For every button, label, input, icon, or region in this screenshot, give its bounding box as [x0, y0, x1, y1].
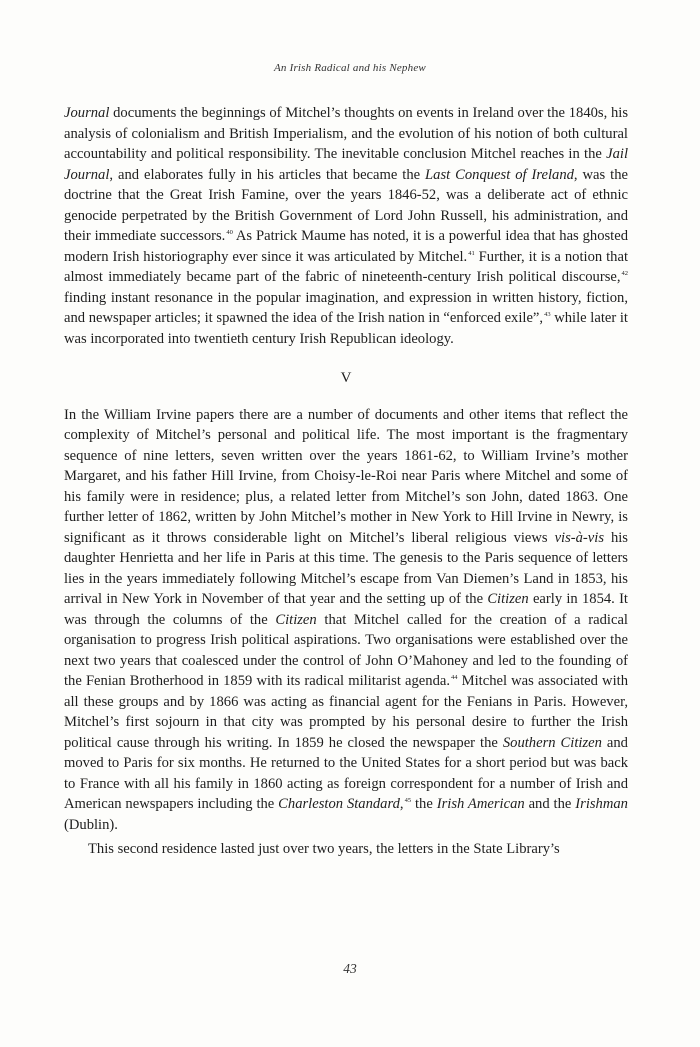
page-number: 43: [343, 961, 357, 976]
footnote-marker: 43: [544, 311, 551, 318]
italic-title: Last Conquest of Ireland: [425, 166, 574, 183]
paragraph-jail-journal: [64, 103, 628, 349]
running-header: An Irish Radical and his Nephew: [274, 62, 426, 74]
footnote-marker: 42: [621, 270, 628, 277]
italic-title: Irishman: [575, 796, 628, 812]
italic-title: Jail Journal: [64, 146, 628, 183]
italic-title: vis-à-vis: [554, 529, 605, 546]
text-run: Further, it is a notion that almost immediately became part of the fabric of nineteenth-century Irish political discourse,: [64, 248, 629, 285]
italic-title: Irish American: [436, 796, 525, 812]
text-run: (Dublin).: [64, 816, 118, 833]
italic-title: Charleston Standard: [278, 796, 400, 812]
text-run: , was the doctrine that the Great Irish Famine, over the years 1846-52, was a deliberate act of ethnic genocide perpetrated by the British Government of Lord John Russell, his administration, and their immediate successors.: [64, 166, 628, 244]
text-run: ,: [399, 796, 404, 812]
text-run: the: [411, 796, 437, 812]
section-heading: V: [340, 370, 352, 386]
footnote-marker: 44: [451, 674, 458, 681]
text-run: , and elaborates fully in his articles that became the: [109, 166, 426, 183]
text-run: his daughter Henrietta and her life in Paris at this time. The genesis to the Paris sequence of letters lies in the years immediately following Mitchel’s escape from Van Diemen’s Land in 1853, his arrival in New York in November of that year and the setting up of the: [64, 529, 628, 607]
text-run: documents the beginnings of Mitchel’s thoughts on events in Ireland over the 1840s, his analysis of colonialism and British Imperialism, and the evolution of his notion of both cultural accountability and political responsibility. The inevitable conclusion Mitchel reaches in the: [64, 105, 628, 162]
text-run: As Patrick Maume has noted, it is a powerful idea that has ghosted modern Irish historiography ever since it was articulated by Mitchel.: [64, 228, 628, 265]
text-run: early in 1854. It was through the columns of the: [64, 591, 628, 628]
footnote-marker: 45: [404, 797, 412, 804]
text-run: This second residence lasted just over two years, the letters in the State Library’s: [88, 841, 560, 857]
paragraph-second-residence: [64, 839, 628, 860]
text-run: Mitchel was associated with all these groups and by 1866 was acting as financial agent for the Fenians in Paris. However, Mitchel’s first sojourn in that city was prompted by his personal desire to further the Irish political cause through his writing. In 1859 he closed the newspaper the: [64, 673, 628, 751]
footnote-marker: 41: [468, 249, 475, 257]
italic-title: Citizen: [487, 591, 529, 607]
italic-title: Citizen: [275, 611, 317, 628]
text-run: and the: [524, 796, 576, 812]
text-run: while later it was incorporated into twentieth century Irish Republican ideology.: [64, 310, 628, 347]
text-run: In the William Irvine papers there are a number of documents and other items that reflect the complexity of Mitchel’s personal and political life. The most important is the fragmentary sequence of nine letters, seven written over the years 1861-62, to William Irvine’s mother Margaret, and his father Hill Irvine, from Choisy-le-Roi near Paris where Mitchel and some of his family were in residence; plus, a related letter from Mitchel’s son John, dated 1863. One further letter of 1862, written by John Mitchel’s mother in New York to Hill Irvine in Newry, is significant as it throws considerable light on Mitchel’s liberal religious views: [64, 406, 628, 546]
text-run: and moved to Paris for six months. He returned to the United States for a short period but was back to France with all his family in 1860 acting as foreign correspondent for a number of Irish and American newspapers including the: [64, 734, 628, 812]
italic-title: Southern Citizen: [502, 734, 602, 751]
italic-title: Journal: [64, 105, 110, 121]
text-run: finding instant resonance in the popular imagination, and expression in written history, fiction, and newspaper articles; it spawned the idea of the Irish nation in “enforced exile”,: [64, 289, 628, 326]
text-run: that Mitchel called for the creation of a radical organisation to progress Irish political aspirations. Two organisations were established over the next two years that coalesced under the control of John O’Mahoney and led to the founding of the Fenian Brotherhood in 1859 with its radical militarist agenda.: [64, 611, 628, 689]
paragraph-william-irvine-papers: [64, 405, 628, 836]
body-text: [64, 103, 628, 860]
footnote-marker: 40: [226, 229, 233, 236]
